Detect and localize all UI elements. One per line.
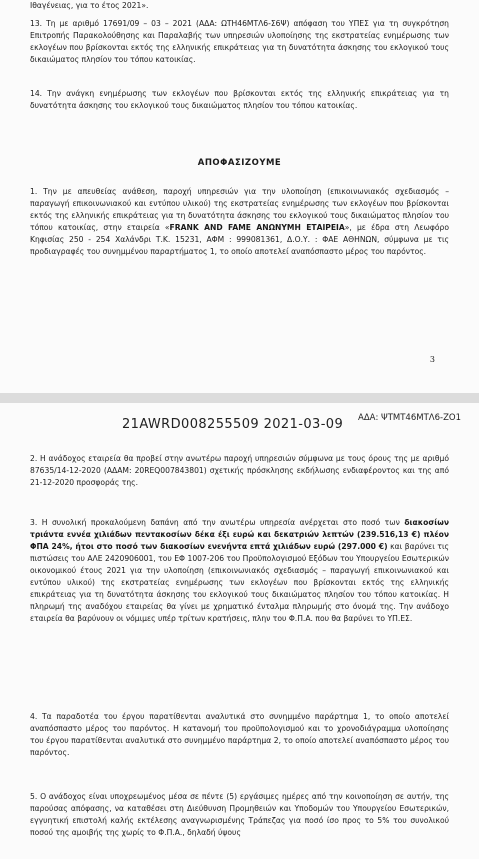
decision-1-text-b: », με έδρα στη Λεωφόρο Κηφισίας 250 - 254 Χαλάνδρι Τ.Κ. 15231, ΑΦΜ : 999081361, Δ.Ο.Υ. : ΦΑΕ ΑΘΗΝΩΝ, σύμφωνα με τις προδιαγραφές του συνημμένου παραρτήματος 1, το οποίο αποτελεί αναπόσπαστο μέρος του παρόντος. <box>30 223 449 256</box>
decision-1 <box>30 186 449 258</box>
decision-heading: ΑΠΟΦΑΣΙΖΟΥΜΕ <box>197 158 282 168</box>
ada-code: ΑΔΑ: ΨΤΜΤ46ΜΤΛ6-ΖΟ1 <box>358 413 461 423</box>
paragraph-3 <box>30 517 449 625</box>
paragraph-2: 2. Η ανάδοχος εταιρεία θα προβεί στην ανωτέρω παροχή υπηρεσιών σύμφωνα με τους όρους της με αριθμό 87635/14-12-2020 (ΑΔΑΜ: 20REQ007843801) σχετικής πρόσκλησης εκδήλωσης ενδιαφέροντος και της από 21-12-2020 προσφοράς της. <box>30 454 449 487</box>
page-number: 3 <box>429 355 435 364</box>
decision-1-text-a: 1. Την με απευθείας ανάθεση, παροχή υπηρεσιών για την υλοποίηση (επικοινωνιακός σχεδιασμός – παραγωγή επικοινωνιακού και εντύπου υλικού) της εκστρατείας ενημέρωσης των εκλογέων που βρίσκονται εκτός της ελληνικής επικράτειας για τη δυνατότητα άσκησης του εκλογικού τους δικαιώματος πλησίον του τόπου κατοικίας, στην εταιρεία « <box>30 187 449 232</box>
document-page-1 <box>0 0 479 393</box>
paragraph-14: 14. Την ανάγκη ενημέρωσης των εκλογέων που βρίσκονται εκτός της ελληνικής επικράτειας για τη δυνατότητα άσκησης του εκλογικού τους δικαιώματος πλησίον του τόπου κατοικίας. <box>30 89 449 110</box>
document-page-2 <box>0 403 479 859</box>
paragraph-3-text-a: 3. Η συνολική προκαλούμενη δαπάνη από την ανωτέρω υπηρεσία ανέρχεται στο ποσό των <box>30 518 405 527</box>
decision-1-company: FRANK AND FAME ΑΝΩΝΥΜΗ ΕΤΑΙΡΕΙΑ <box>169 223 345 232</box>
paragraph-3-amount: διακοσίων τριάντα εννέα χιλιάδων πεντακοσίων δέκα έξι ευρώ και δεκατριών λεπτών (239.516,13 €) πλέον ΦΠΑ 24%, ήτοι στο ποσό των διακοσίων ενενήντα επτά χιλιάδων ευρώ (297.000 €) <box>30 518 449 551</box>
paragraph-4: 4. Τα παραδοτέα του έργου παρατίθενται αναλυτικά στο συνημμένο παράρτημα 1, το οποίο αποτελεί αναπόσπαστο μέρος του παρόντος. Η κατανομή του προϋπολογισμού και το χρονοδιάγραμμα υλοποίησης του έργου παρατίθενται αναλυτικά στο συνημμένο παράρτημα 2, το οποίο αποτελεί αναπόσπαστο μέρος του παρόντος. <box>30 712 449 757</box>
top-line: Ιθαγένειας, για το έτος 2021». <box>30 1 149 10</box>
document-id: 21AWRD008255509 2021-03-09 <box>122 417 344 432</box>
page-separator <box>0 393 479 403</box>
paragraph-3-text-b: και βαρύνει τις πιστώσεις του ΑΛΕ 2420906001, του ΕΦ 1007-206 του Προϋπολογισμού Εξόδων του Υπουργείου Εσωτερικών οικονομικού έτους 2021 για την υλοποίηση (επικοινωνιακός σχεδιασμός – παραγωγή επικοινωνιακού και εντύπου υλικού) της εκστρατείας ενημέρωσης των εκλογέων που βρίσκονται εκτός της ελληνικής επικράτειας για τη δυνατότητα άσκησης του εκλογικού τους δικαιώματος πλησίον του τόπου κατοικίας. Η πληρωμή της αναδόχου εταιρείας θα γίνει με χρηματικό ένταλμα πληρωμής στο όνομά της. Την ανάδοχο εταιρεία θα βαρύνουν οι νόμιμες υπέρ τρίτων κρατήσεις, πλην του Φ.Π.Α. που θα βαρύνει το ΥΠ.ΕΣ. <box>30 542 449 623</box>
paragraph-5: 5. Ο ανάδοχος είναι υποχρεωμένος μέσα σε πέντε (5) εργάσιμες ημέρες από την κοινοποίηση σε αυτήν, της παρούσας απόφασης, να καταθέσει στη Διεύθυνση Προμηθειών και Υποδομών του Υπουργείου Εσωτερικών, εγγυητική επιστολή καλής εκτέλεσης αναγνωρισμένης Τράπεζας για ποσό ίσο προς το 5% του συνολικού ποσού της αμοιβής της χωρίς το Φ.Π.Α., δηλαδή ύψους <box>30 792 449 837</box>
paragraph-13: 13. Τη με αριθμό 17691/09 – 03 – 2021 (ΑΔΑ: ΩΤΗ46ΜΤΛ6-Σ6Ψ) απόφαση του ΥΠΕΣ για τη συγκρότηση Επιτροπής Παρακολούθησης και Παραλαβής των υπηρεσιών υλοποίησης της εκστρατείας ενημέρωσης των εκλογέων που βρίσκονται εκτός της ελληνικής επικράτειας για τη δυνατότητα άσκησης του εκλογικού τους δικαιώματος πλησίον του τόπου κατοικίας. <box>30 19 449 64</box>
